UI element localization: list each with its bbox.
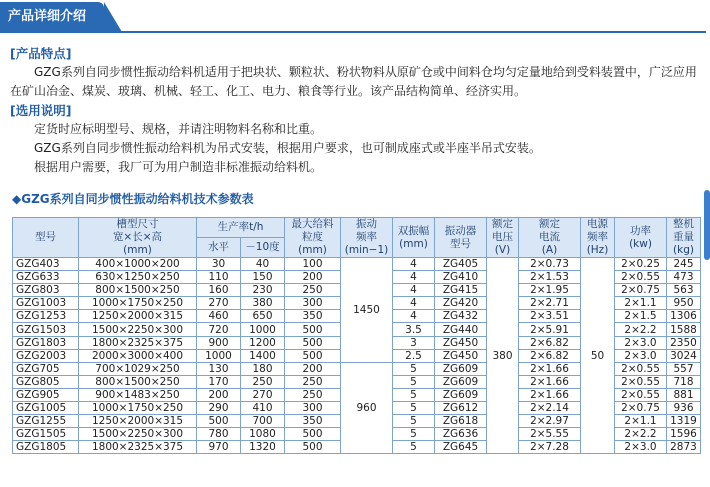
cell-cur: 2×7.28 [519, 441, 581, 454]
cell-size: 1250×2000×315 [79, 415, 197, 428]
cell-grain: 300 [285, 402, 341, 415]
cell-amp: 5 [393, 375, 435, 388]
cell-wt: 1588 [667, 323, 701, 336]
cell-vib: ZG636 [435, 428, 487, 441]
cell-wt: 1319 [667, 415, 701, 428]
selection-line-2: GZG系列自同步惯性振动给料机为吊式安装，根据用户要求，也可制成座式或半座半吊式安装。 [34, 141, 541, 155]
cell-vib: ZG609 [435, 388, 487, 401]
cell-pow: 2×3.0 [615, 349, 667, 362]
cell-size: 800×1500×250 [79, 375, 197, 388]
spec-table [12, 217, 701, 454]
cell-grain: 200 [285, 362, 341, 375]
cell-grain: 100 [285, 258, 341, 271]
spec-table-body [13, 258, 701, 454]
cell-cur: 2×1.53 [519, 271, 581, 284]
cell-grain: 250 [285, 375, 341, 388]
cell-wt: 1306 [667, 310, 701, 323]
spec-table-header [13, 218, 701, 258]
features-text: GZG系列自同步惯性振动给料机适用于把块状、颗粒状、粉状物料从原矿仓或中间料仓均匀定量地给到受料装置中，广泛应用在矿山冶金、煤炭、玻璃、机械、轻工、化工、电力、粮食等行业。该产品结构简单、经济实用。 [10, 65, 697, 98]
cell-model: GZG803 [13, 284, 79, 297]
cell-size: 700×1029×250 [79, 362, 197, 375]
cell-cap_h: 970 [197, 441, 241, 454]
th-amplitude: 双振幅 (mm) [393, 218, 435, 258]
cell-cap_d: 1320 [241, 441, 285, 454]
cell-cur: 2×1.95 [519, 284, 581, 297]
cell-grain: 250 [285, 284, 341, 297]
freq-cell-960: 960 [341, 362, 393, 454]
product-description [10, 44, 706, 177]
cell-amp: 5 [393, 428, 435, 441]
cell-amp: 3 [393, 336, 435, 349]
cell-pow: 2×0.75 [615, 284, 667, 297]
cell-vib: ZG450 [435, 336, 487, 349]
cell-grain: 300 [285, 297, 341, 310]
cell-wt: 557 [667, 362, 701, 375]
power-frequency-cell: 50 [581, 258, 615, 454]
th-power: 功率 (kw) [615, 218, 667, 258]
th-vib-frequency: 振动 频率 (min−1) [341, 218, 393, 258]
cell-pow: 2×0.75 [615, 402, 667, 415]
cell-vib: ZG612 [435, 402, 487, 415]
cell-cap_h: 720 [197, 323, 241, 336]
cell-cap_d: 180 [241, 362, 285, 375]
cell-cap_h: 460 [197, 310, 241, 323]
cell-model: GZG805 [13, 375, 79, 388]
cell-wt: 718 [667, 375, 701, 388]
cell-cap_d: 1200 [241, 336, 285, 349]
cell-amp: 4 [393, 271, 435, 284]
cell-amp: 5 [393, 441, 435, 454]
table-row [13, 258, 701, 271]
cell-model: GZG1805 [13, 441, 79, 454]
th-voltage: 额定 电压 (V) [487, 218, 519, 258]
cell-size: 400×1000×200 [79, 258, 197, 271]
th-model: 型号 [13, 218, 79, 258]
cell-model: GZG905 [13, 388, 79, 401]
cell-size: 1800×2325×375 [79, 336, 197, 349]
cell-wt: 563 [667, 284, 701, 297]
table-title: ◆GZG系列自同步惯性振动给料机技术参数表 [12, 192, 254, 206]
cell-grain: 350 [285, 415, 341, 428]
cell-cap_d: 700 [241, 415, 285, 428]
header-rule [0, 31, 706, 33]
cell-wt: 3024 [667, 349, 701, 362]
cell-vib: ZG415 [435, 284, 487, 297]
th-capacity: 生产率t/h [197, 218, 285, 238]
scrollbar-thumb[interactable] [704, 190, 710, 260]
th-capacity-horizontal: 水平 [197, 238, 241, 258]
th-current: 额定 电流 (A) [519, 218, 581, 258]
cell-grain: 350 [285, 310, 341, 323]
cell-cap_d: 1400 [241, 349, 285, 362]
cell-pow: 2×0.55 [615, 388, 667, 401]
cell-cap_h: 130 [197, 362, 241, 375]
cell-pow: 2×0.55 [615, 271, 667, 284]
cell-pow: 2×1.1 [615, 415, 667, 428]
cell-vib: ZG609 [435, 375, 487, 388]
cell-amp: 5 [393, 402, 435, 415]
cell-size: 630×1250×250 [79, 271, 197, 284]
cell-amp: 2.5 [393, 349, 435, 362]
cell-grain: 500 [285, 349, 341, 362]
cell-cap_d: 410 [241, 402, 285, 415]
cell-cap_d: 150 [241, 271, 285, 284]
cell-cur: 2×6.82 [519, 336, 581, 349]
cell-vib: ZG618 [435, 415, 487, 428]
cell-cur: 2×0.73 [519, 258, 581, 271]
cell-model: GZG1505 [13, 428, 79, 441]
cell-amp: 4 [393, 258, 435, 271]
cell-vib: ZG645 [435, 441, 487, 454]
cell-size: 2000×3000×400 [79, 349, 197, 362]
cell-cur: 2×6.82 [519, 349, 581, 362]
cell-size: 1000×1750×250 [79, 297, 197, 310]
th-trough-size: 槽型尺寸 宽×长×高 (mm) [79, 218, 197, 258]
cell-cap_h: 200 [197, 388, 241, 401]
cell-pow: 2×1.5 [615, 310, 667, 323]
cell-wt: 473 [667, 271, 701, 284]
cell-vib: ZG450 [435, 349, 487, 362]
cell-size: 1800×2325×375 [79, 441, 197, 454]
cell-size: 800×1500×250 [79, 284, 197, 297]
section-header [0, 0, 710, 36]
cell-model: GZG633 [13, 271, 79, 284]
cell-pow: 2×3.0 [615, 336, 667, 349]
cell-model: GZG705 [13, 362, 79, 375]
cell-model: GZG1003 [13, 297, 79, 310]
cell-size: 900×1483×250 [79, 388, 197, 401]
cell-size: 1250×2000×315 [79, 310, 197, 323]
th-vibrator-model: 振动器 型号 [435, 218, 487, 258]
cell-cap_d: 380 [241, 297, 285, 310]
cell-amp: 5 [393, 415, 435, 428]
cell-wt: 881 [667, 388, 701, 401]
voltage-cell: 380 [487, 258, 519, 454]
cell-wt: 2873 [667, 441, 701, 454]
cell-pow: 2×2.2 [615, 428, 667, 441]
cell-vib: ZG420 [435, 297, 487, 310]
cell-vib: ZG432 [435, 310, 487, 323]
cell-amp: 4 [393, 297, 435, 310]
cell-model: GZG1005 [13, 402, 79, 415]
cell-size: 1000×1750×250 [79, 402, 197, 415]
cell-pow: 2×0.25 [615, 258, 667, 271]
cell-cur: 2×2.97 [519, 415, 581, 428]
product-detail-tab[interactable]: 产品详细介绍 [0, 2, 104, 32]
cell-vib: ZG609 [435, 362, 487, 375]
cell-model: GZG1255 [13, 415, 79, 428]
cell-cur: 2×1.66 [519, 388, 581, 401]
cell-wt: 1596 [667, 428, 701, 441]
cell-cur: 2×2.71 [519, 297, 581, 310]
cell-grain: 200 [285, 271, 341, 284]
cell-cap_d: 650 [241, 310, 285, 323]
cell-cap_h: 270 [197, 297, 241, 310]
cell-cap_h: 30 [197, 258, 241, 271]
cell-cap_d: 40 [241, 258, 285, 271]
cell-pow: 2×0.55 [615, 375, 667, 388]
cell-cur: 2×2.14 [519, 402, 581, 415]
selection-line-1: 定货时应标明型号、规格，并请注明物料名称和比重。 [34, 122, 323, 136]
th-capacity-minus10: －10度 [241, 238, 285, 258]
cell-cur: 2×1.66 [519, 375, 581, 388]
cell-vib: ZG410 [435, 271, 487, 284]
cell-size: 1500×2250×300 [79, 428, 197, 441]
cell-cap_d: 1080 [241, 428, 285, 441]
cell-wt: 936 [667, 402, 701, 415]
cell-wt: 245 [667, 258, 701, 271]
cell-cap_h: 110 [197, 271, 241, 284]
cell-wt: 2350 [667, 336, 701, 349]
cell-pow: 2×0.55 [615, 362, 667, 375]
selection-line-3: 根据用户需要，我厂可为用户制造非标准振动给料机。 [34, 160, 323, 174]
cell-model: GZG1503 [13, 323, 79, 336]
selection-heading: [选用说明] [10, 103, 72, 118]
cell-cur: 2×5.91 [519, 323, 581, 336]
cell-cap_h: 900 [197, 336, 241, 349]
cell-cur: 2×3.51 [519, 310, 581, 323]
cell-grain: 250 [285, 388, 341, 401]
cell-cap_d: 250 [241, 375, 285, 388]
cell-grain: 500 [285, 441, 341, 454]
cell-cap_h: 160 [197, 284, 241, 297]
cell-model: GZG403 [13, 258, 79, 271]
cell-amp: 3.5 [393, 323, 435, 336]
features-heading: [产品特点] [10, 46, 72, 61]
cell-vib: ZG405 [435, 258, 487, 271]
cell-amp: 4 [393, 284, 435, 297]
cell-cap_d: 230 [241, 284, 285, 297]
cell-cap_d: 1000 [241, 323, 285, 336]
cell-grain: 500 [285, 428, 341, 441]
cell-grain: 500 [285, 336, 341, 349]
cell-wt: 950 [667, 297, 701, 310]
cell-size: 1500×2250×300 [79, 323, 197, 336]
cell-pow: 2×1.1 [615, 297, 667, 310]
freq-cell-1450: 1450 [341, 258, 393, 363]
cell-pow: 2×2.2 [615, 323, 667, 336]
cell-amp: 5 [393, 388, 435, 401]
cell-cap_h: 170 [197, 375, 241, 388]
cell-model: GZG1803 [13, 336, 79, 349]
cell-amp: 5 [393, 362, 435, 375]
cell-grain: 500 [285, 323, 341, 336]
cell-cap_h: 500 [197, 415, 241, 428]
cell-cur: 2×1.66 [519, 362, 581, 375]
cell-model: GZG2003 [13, 349, 79, 362]
cell-vib: ZG440 [435, 323, 487, 336]
cell-cap_h: 780 [197, 428, 241, 441]
cell-cap_h: 290 [197, 402, 241, 415]
cell-amp: 4 [393, 310, 435, 323]
cell-cap_h: 1000 [197, 349, 241, 362]
cell-model: GZG1253 [13, 310, 79, 323]
cell-pow: 2×3.0 [615, 441, 667, 454]
th-grain-size: 最大给料 粒度 (mm) [285, 218, 341, 258]
cell-cap_d: 270 [241, 388, 285, 401]
th-weight: 整机 重量 (kg) [667, 218, 701, 258]
th-power-frequency: 电源 频率 (Hz) [581, 218, 615, 258]
cell-cur: 2×5.55 [519, 428, 581, 441]
